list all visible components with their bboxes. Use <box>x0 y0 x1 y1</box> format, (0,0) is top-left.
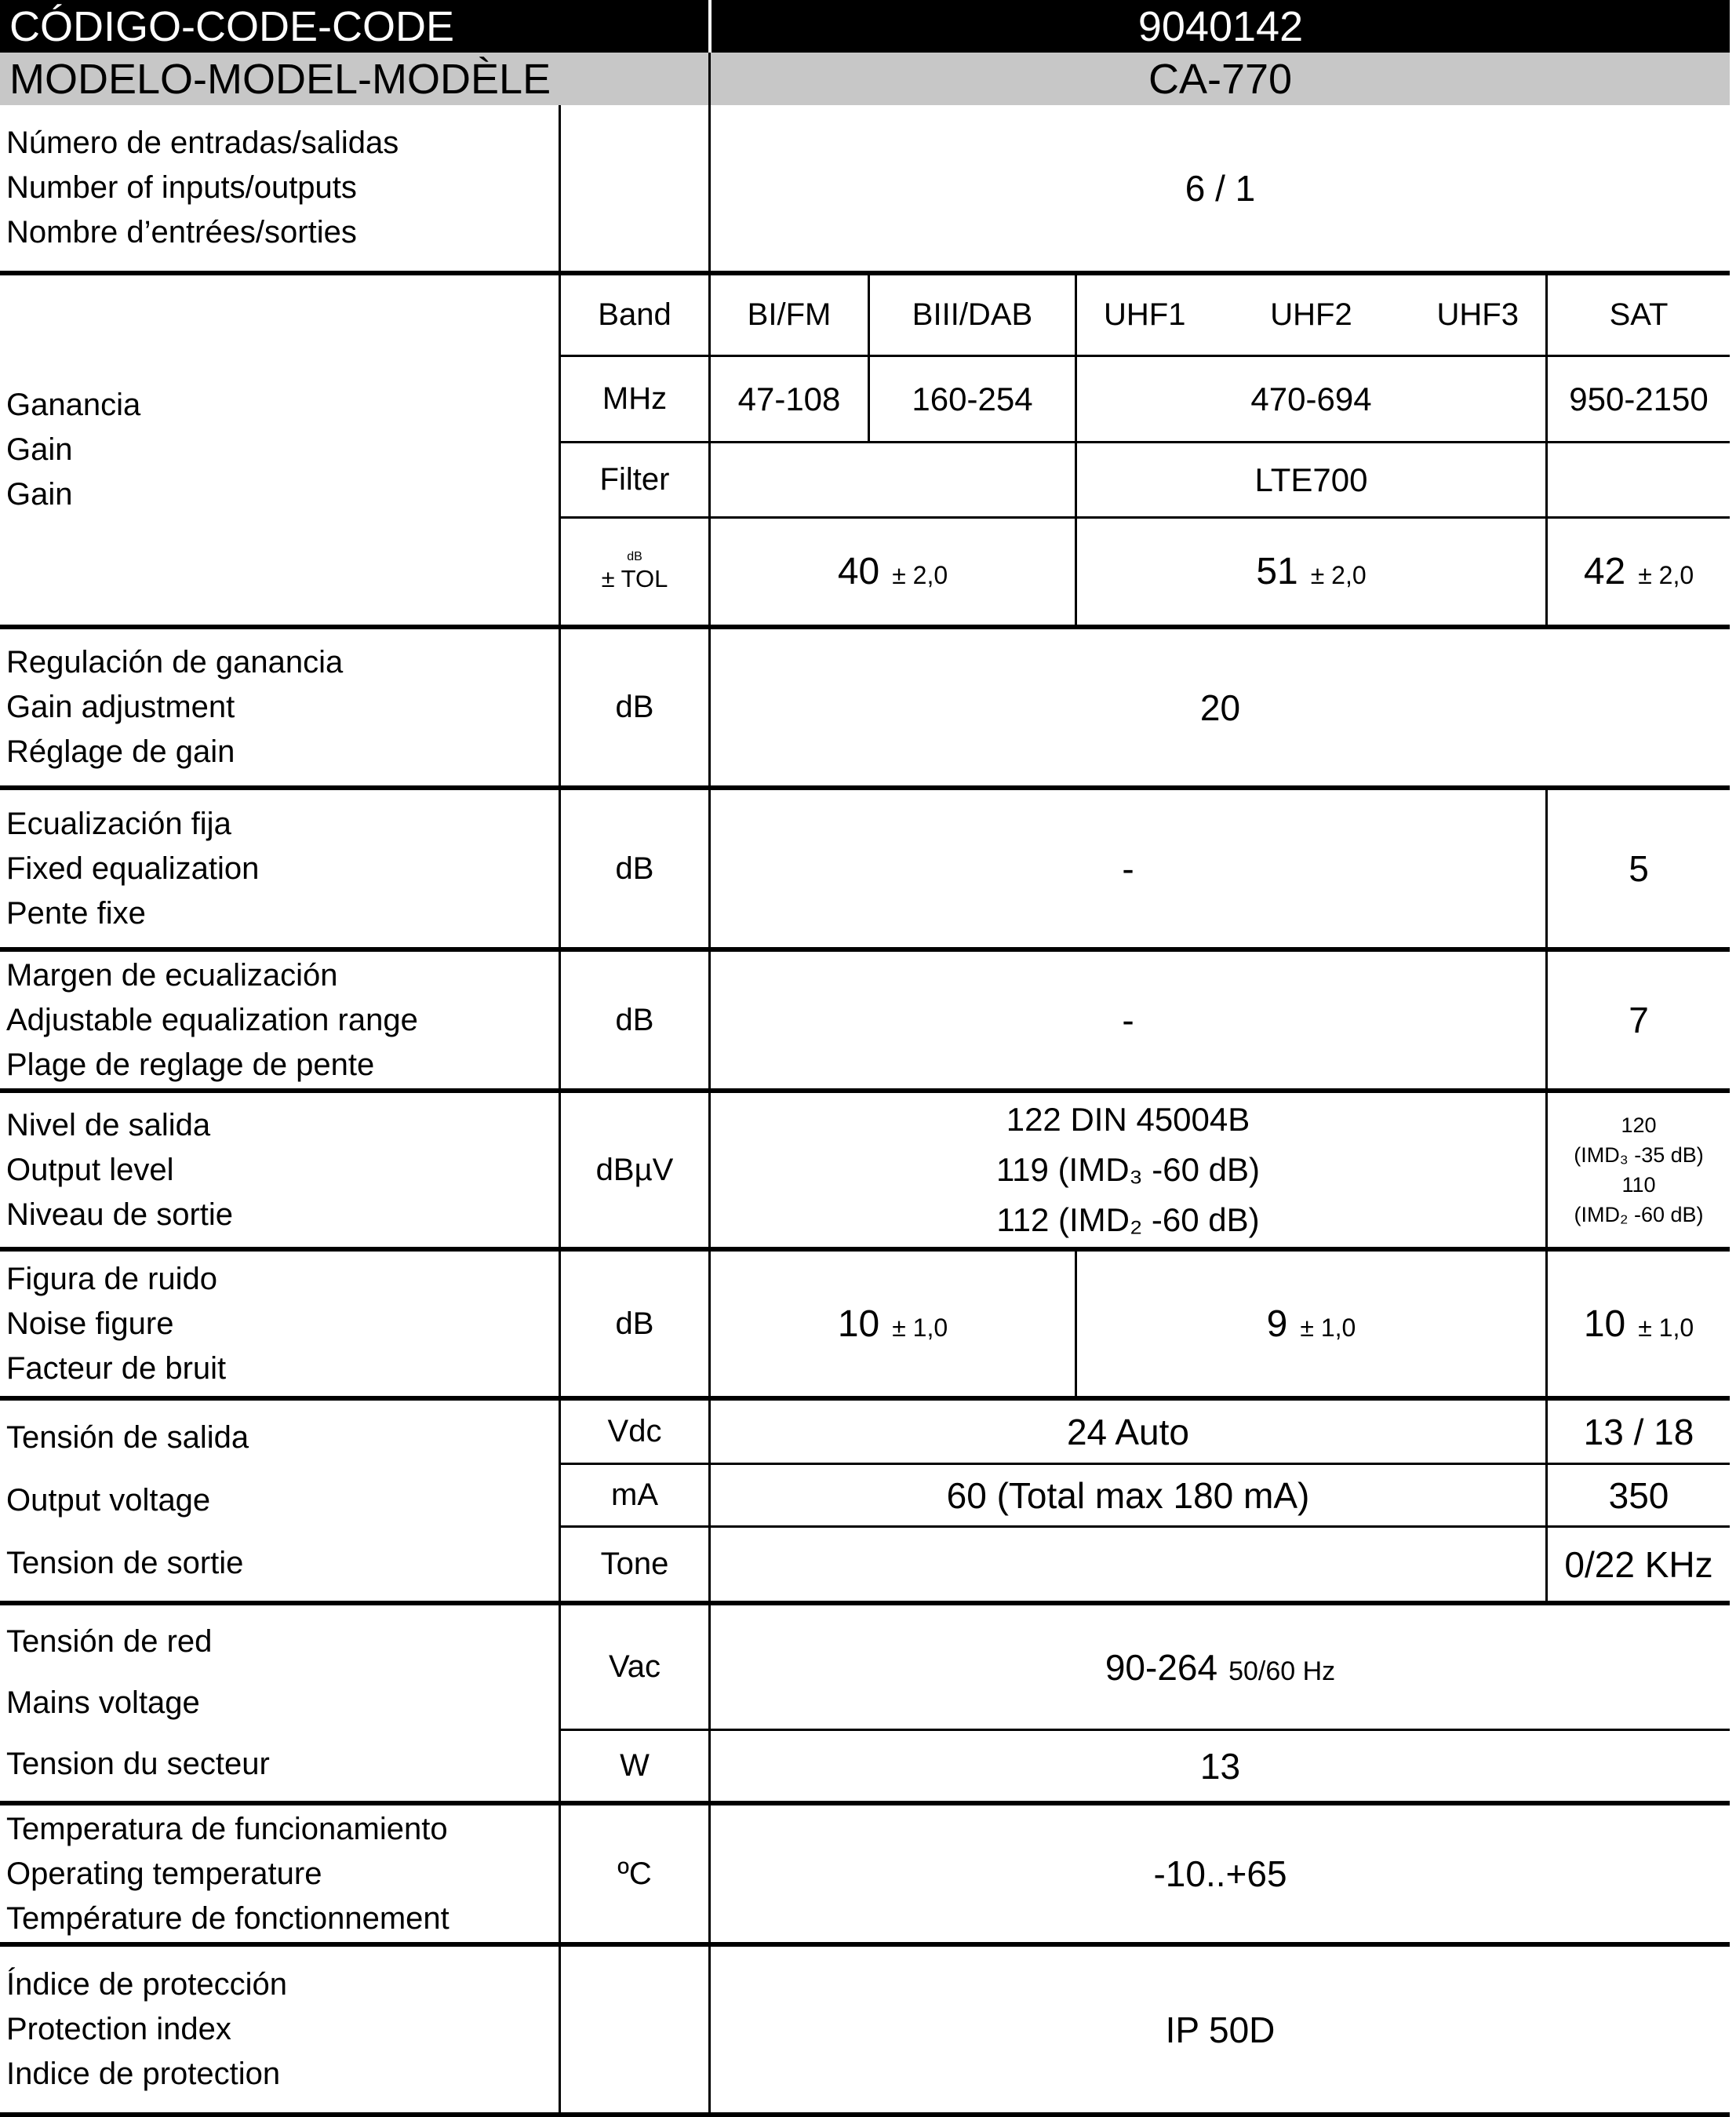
output-level-sat-line-3: 110 <box>1621 1173 1656 1197</box>
unit-w: W <box>559 1729 708 1801</box>
label-line-en: Gain <box>6 432 73 467</box>
gain-uhf-value: 51 <box>1256 551 1298 592</box>
label-line-es: Margen de ecualización <box>6 957 338 993</box>
gain-sat-tol: ± 2,0 <box>1638 561 1694 589</box>
label-line-en: Protection index <box>6 2012 231 2046</box>
value-output-level-sat <box>1545 1088 1730 1247</box>
label-line-fr: Plage de reglage de pente <box>6 1047 375 1082</box>
code-value: 9040142 <box>708 0 1730 53</box>
unit-db: dB <box>559 785 708 947</box>
output-level-line-2: 119 (IMD₃ -60 dB) <box>995 1151 1261 1188</box>
value-vdc: 24 Auto <box>708 1396 1545 1463</box>
value-vdc-sat: 13 / 18 <box>1545 1396 1730 1463</box>
value-equalization-range: - <box>708 947 1545 1088</box>
band-biiidab: BIII/DAB <box>868 271 1075 355</box>
noise-sat-tol: ± 1,0 <box>1638 1313 1694 1342</box>
output-level-sat-line-2: (IMD₃ -35 dB) <box>1574 1143 1704 1167</box>
value-tone <box>708 1525 1545 1601</box>
value-ma: 60 (Total max 180 mA) <box>708 1463 1545 1525</box>
unit-filter: Filter <box>559 441 708 516</box>
label-line-en: Noise figure <box>6 1306 174 1341</box>
label-line-es: Temperatura de funcionamiento <box>6 1811 448 1846</box>
noise-vhf-tol: ± 1,0 <box>892 1313 948 1342</box>
model-label: MODELO-MODEL-MODÈLE <box>0 53 708 105</box>
freq-biiidab: 160-254 <box>868 355 1075 441</box>
value-operating-temperature: -10..+65 <box>708 1801 1730 1942</box>
unit-cell-empty <box>559 1942 708 2112</box>
label-line-fr: Facteur de bruit <box>6 1350 227 1386</box>
noise-uhf-tol: ± 1,0 <box>1300 1313 1356 1342</box>
label-line-fr: Gain <box>6 477 73 512</box>
row-label-inputs-outputs <box>0 105 559 271</box>
value-w: 13 <box>708 1729 1730 1801</box>
band-uhf1: UHF1 <box>1104 297 1186 332</box>
band-uhf2: UHF2 <box>1270 297 1352 332</box>
value-vac <box>708 1601 1730 1729</box>
unit-ma: mA <box>559 1463 708 1525</box>
label-line-es: Figura de ruido <box>6 1261 218 1296</box>
gain-sat <box>1545 516 1730 625</box>
label-line-fr: Niveau de sortie <box>6 1197 234 1232</box>
label-line-es: Número de entradas/salidas <box>6 126 399 160</box>
value-gain-adjustment: 20 <box>708 625 1730 785</box>
label-line-en: Output level <box>6 1152 174 1187</box>
value-protection-index: IP 50D <box>708 1942 1730 2112</box>
row-label-output-level <box>0 1088 559 1247</box>
label-line-en: Fixed equalization <box>6 851 260 886</box>
label-line-fr: Nombre d’entrées/sorties <box>6 215 357 250</box>
unit-tol: ± TOL <box>601 564 668 592</box>
gain-vhf-value: 40 <box>837 551 880 592</box>
unit-cell-empty <box>559 105 708 271</box>
value-fixed-equalization-sat: 5 <box>1545 785 1730 947</box>
filter-uhf: LTE700 <box>1075 441 1545 516</box>
value-inputs-outputs: 6 / 1 <box>708 105 1730 271</box>
label-line-fr: Pente fixe <box>6 895 146 931</box>
band-uhf-group <box>1075 271 1545 355</box>
noise-vhf <box>708 1247 1075 1396</box>
gain-vhf <box>708 516 1075 625</box>
unit-tone: Tone <box>559 1525 708 1601</box>
label-line-es: Índice de protección <box>6 1967 288 2002</box>
noise-sat-value: 10 <box>1583 1303 1626 1345</box>
row-label-output-voltage <box>0 1396 559 1601</box>
label-line-es: Tensión de red <box>6 1624 213 1660</box>
gain-uhf <box>1075 516 1545 625</box>
freq-bifm: 47-108 <box>708 355 868 441</box>
unit-db: dB <box>627 550 642 564</box>
label-line-es: Ecualización fija <box>6 806 231 841</box>
label-line-en: Number of inputs/outputs <box>6 170 357 205</box>
row-label-protection-index <box>0 1942 559 2112</box>
output-level-sat-line-4: (IMD₂ -60 dB) <box>1574 1203 1704 1226</box>
label-line-fr: Réglage de gain <box>6 734 235 769</box>
output-level-sat-line-1: 120 <box>1621 1113 1657 1137</box>
noise-uhf-value: 9 <box>1266 1303 1288 1345</box>
model-value: CA-770 <box>708 53 1730 105</box>
unit-db-tol <box>559 516 708 625</box>
band-uhf3: UHF3 <box>1436 297 1519 332</box>
row-label-gain <box>0 271 559 625</box>
label-line-es: Nivel de salida <box>6 1107 211 1142</box>
unit-db: dB <box>559 947 708 1088</box>
row-label-fixed-equalization <box>0 785 559 947</box>
value-tone-sat: 0/22 KHz <box>1545 1525 1730 1601</box>
label-line-en: Gain adjustment <box>6 690 235 724</box>
value-output-level <box>708 1088 1545 1247</box>
noise-uhf <box>1075 1247 1545 1396</box>
filter-vhf-empty <box>708 441 1075 516</box>
code-label: CÓDIGO-CODE-CODE <box>0 0 708 53</box>
unit-mhz: MHz <box>559 355 708 441</box>
unit-db: dB <box>559 625 708 785</box>
label-line-fr: Tension du secteur <box>6 1746 270 1781</box>
unit-dbuv: dBµV <box>559 1088 708 1247</box>
output-level-line-1: 122 DIN 45004B <box>1006 1101 1250 1138</box>
label-line-en: Operating temperature <box>6 1856 322 1891</box>
gain-vhf-tol: ± 2,0 <box>892 561 948 589</box>
band-sat: SAT <box>1545 271 1730 355</box>
label-line-en: Mains voltage <box>6 1685 200 1720</box>
row-label-operating-temperature <box>0 1801 559 1942</box>
vac-range: 90-264 <box>1105 1646 1218 1688</box>
row-label-gain-adjustment <box>0 625 559 785</box>
label-line-es: Regulación de ganancia <box>6 645 344 680</box>
gain-sat-value: 42 <box>1583 551 1626 592</box>
label-line-es: Tensión de salida <box>6 1420 249 1456</box>
noise-sat <box>1545 1247 1730 1396</box>
vac-frequency: 50/60 Hz <box>1228 1656 1336 1686</box>
output-level-line-3: 112 (IMD₂ -60 dB) <box>996 1201 1260 1238</box>
label-line-en: Adjustable equalization range <box>6 1002 418 1037</box>
gain-uhf-tol: ± 2,0 <box>1310 561 1367 589</box>
freq-uhf: 470-694 <box>1075 355 1545 441</box>
unit-band: Band <box>559 271 708 355</box>
noise-vhf-value: 10 <box>837 1303 880 1345</box>
unit-db: dB <box>559 1247 708 1396</box>
label-line-fr: Indice de protection <box>6 2057 281 2091</box>
label-line-en: Output voltage <box>6 1482 211 1518</box>
filter-sat-empty <box>1545 441 1730 516</box>
label-line-fr: Température de fonctionnement <box>6 1900 449 1936</box>
row-label-mains-voltage <box>0 1601 559 1801</box>
row-label-noise-figure <box>0 1247 559 1396</box>
unit-celsius: ºC <box>559 1801 708 1942</box>
value-ma-sat: 350 <box>1545 1463 1730 1525</box>
band-bifm: BI/FM <box>708 271 868 355</box>
unit-vdc: Vdc <box>559 1396 708 1463</box>
value-fixed-equalization: - <box>708 785 1545 947</box>
row-label-equalization-range <box>0 947 559 1088</box>
freq-sat: 950-2150 <box>1545 355 1730 441</box>
unit-vac: Vac <box>559 1601 708 1729</box>
value-equalization-range-sat: 7 <box>1545 947 1730 1088</box>
label-line-es: Ganancia <box>6 388 141 422</box>
label-line-fr: Tension de sortie <box>6 1545 244 1580</box>
